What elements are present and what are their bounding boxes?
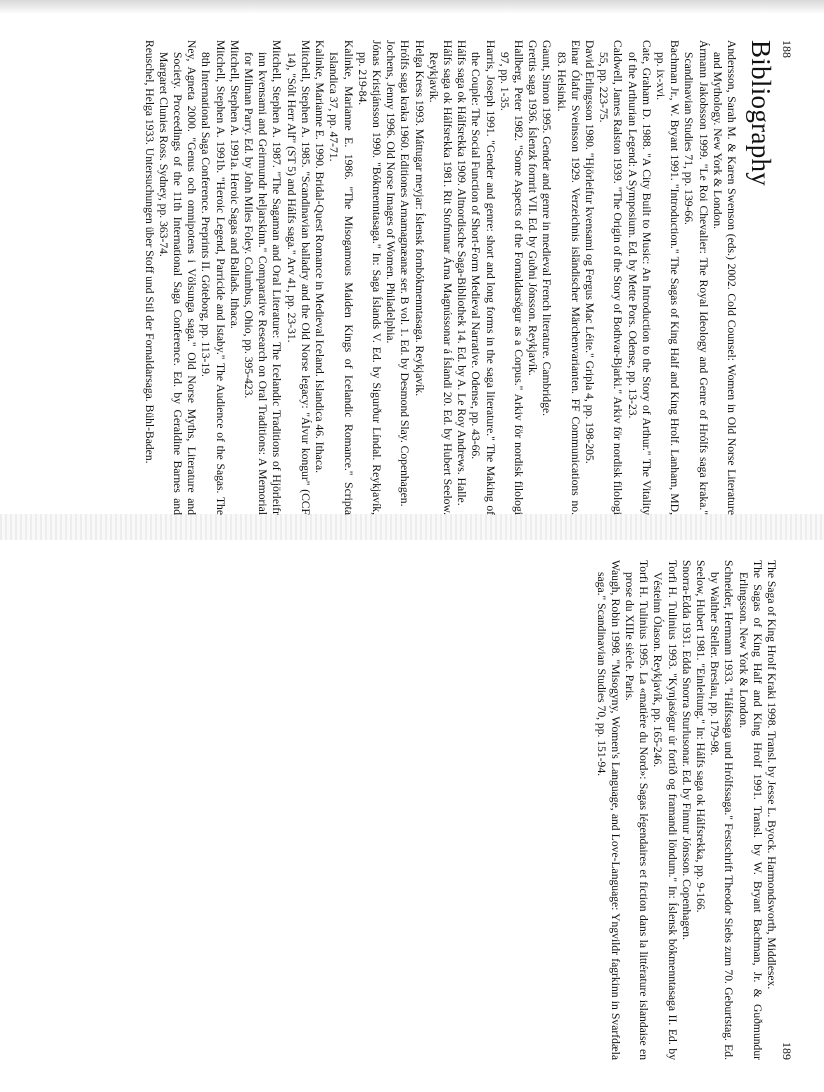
bibliography-entry: Cate, Graham D. 1988. "A City Built to Music: An Introduction to the Story of Arthur." The Vitality of the Arthurian Legend: A Symposium. Ed. by Mette Pors. Odense, pp. 13-23.: [625, 40, 653, 515]
bibliography-entry: Mitchell, Stephen A. 1991a. Heroic Sagas and Ballads. Ithaca.: [227, 40, 241, 329]
bibliography-entry: Ney, Agneta 2000. "Genus och omnipotens i Völsunga saga." Old Norse Myths, Literature and Society. Proceedings of the 11th International Saga Conference. Ed. by Geraldine Barnes and Margaret Clunies Ross. Sydney, pp. 363-74.: [156, 40, 199, 515]
bibliography-entry: Kalinke, Marianne E. 1986. "The Misogamous Maiden Kings of Icelandic Romance." Scripta Islandica 37, pp. 47-71.: [327, 40, 355, 515]
bibliography-list: [593, 560, 778, 1060]
scan-gutter-band: [0, 514, 824, 540]
bibliography-entry: Mitchell, Stephen A. 1991b. "Heroic Legend, Parricide and Istaby." The Audience of the Sagas. The 8th International Saga Conference. Preprints II. Göteborg, pp. 113-19.: [199, 40, 227, 515]
bibliography-entry: Caldwell, James Ralston 1939. "The Origin of the Story of Bothvar-Bjarki." Arkiv för nordisk filologi 55, pp. 223-75.: [597, 40, 625, 515]
bibliography-entry: Mitchell, Stephen A. 1987. "The Sagaman and Oral Literature: The Icelandic Traditions of Hjörleifr inn kvensami and Geirmundr heljarskinn." Comparative Research on Oral Traditions: A Memorial for Milman Parry. Ed. by John Miles Foley. Columbus, Ohio, pp. 395-423.: [242, 40, 284, 515]
bibliography-entry: Helga Kress 1993. Máttugar meyjar: Íslensk fornbókmenntasaga. Reykjavík.: [412, 40, 426, 397]
bibliography-list: [141, 40, 738, 515]
bibliography-entry: Bachman Jr., W. Bryant 1991. "Introduction." The Sagas of King Half and King Hrolf. Lanham, MD, pp. ix-xvi.: [653, 40, 682, 515]
bibliography-entry: Torfi H. Tulinius 1993. "Kynjasögur úr fortíð og framandi löndum." In: Íslensk bókmenntasaga II. Ed. by Vésteinn Ólason. Reykjavík, pp. 165-246.: [651, 560, 679, 1060]
scan-edge-shadow: [0, 0, 824, 14]
page-number: 188: [780, 40, 794, 58]
bibliography-entry: David Erlingsson 1980. "Hjörleifur kvensami og Fergus Mac Léite." Gripla 4, pp. 198-205.: [582, 40, 596, 464]
bibliography-entry: Harris, Joseph 1991. "Gender and genre: short and long forms in the saga literature." The Making of the Couple: The Social Function of Short-Form Medieval Narrative. Odense, pp. 43-66.: [469, 40, 497, 515]
page-title: Bibliography: [746, 40, 776, 187]
bibliography-entry: Seelow, Hubert 1981. "Einleitung." In: Hálfs saga ok Hálfsrekka, pp. 9-166.: [693, 560, 707, 913]
bibliography-entry: Jónas Kristjánsson 1990. "Bókmenntasaga." In: Saga Íslands V. Ed. by Sigurður Líndal. Reykjavík, pp. 219-84.: [355, 40, 383, 515]
bibliography-entry: Hrólfs saga kraka 1960. Editiones Arnamagnæanæ ser. B vol. 1. Ed. by Desmond Slay. Copenhagen.: [398, 40, 412, 507]
bibliography-entry: Reuschel, Helga 1933. Untersuchungen über Stoff und Stil der Fornaldarsaga. Bühl-Baden.: [142, 40, 156, 464]
bibliography-entry: Gaunt, Simon 1995. Gender and genre in medieval French literature. Cambridge.: [540, 40, 554, 417]
bibliography-entry: Jochens, Jenny 1996. Old Norse Images of Women. Philadelphia.: [384, 40, 398, 344]
bibliography-entry: Ármann Jakobsson 1999. "Le Roi Chevalier: The Royal Ideology and Genre of Hrólfs saga kraka." Scandinavian Studies 71, pp. 139-66.: [682, 40, 710, 515]
bibliography-entry: Andersson, Sarah M. & Karen Swenson (eds.) 2002. Cold Counsel: Women in Old Norse Literature and Mythology. New York & London.: [710, 40, 738, 515]
bibliography-entry: Hallberg, Peter 1982. "Some Aspects of the Fornaldarsögur as a Corpus." Arkiv för nordisk filologi 97, pp. 1-35.: [497, 40, 525, 515]
bibliography-entry: The Saga of King Hrolf Kraki 1998. Transl. by Jesse L. Byock. Harmondsworth, Middlesex.: [765, 560, 778, 990]
bibliography-entry: Hálfs saga ok Hálfsrekka 1909. Altnordische Saga-Bibliothek 14. Ed. by A. Le Roy Andrews. Halle.: [455, 40, 469, 506]
bibliography-entry: Grettis saga 1936. Íslenzk fornrit VII. Ed. by Guðni Jónsson. Reykjavík.: [526, 40, 540, 376]
bibliography-entry: Schneider, Hermann 1933. "Hálfssaga und Hrólfssaga." Festschrift Theodor Siebs zum 70. Geburtstag. Ed. by Walther Steller. Breslau, pp. 179-98.: [708, 560, 736, 1060]
left-page: [80, 40, 800, 515]
right-page: [80, 560, 800, 1060]
bibliography-entry: Torfi H. Tulinius 1995. La «matière du Nord»: Sagas légendaires et fiction dans la littérature islandaise en prose du XIIIe siècle. Paris.: [622, 560, 651, 1060]
bibliography-entry: Hálfs saga ok Hálfsrekka 1981. Rit Stofnunar Árna Magnússonar á Íslandi 20. Ed. by Hubert Seelow. Reykjavík.: [426, 40, 454, 515]
bibliography-entry: The Sagas of King Half and King Hrolf 1991. Transl. by W. Bryant Bachman, Jr. & Guðmundur Erlingsson. New York & London.: [736, 560, 764, 1060]
bibliography-entry: Waugh, Robin 1998. "Misogyny, Women's Language, and Love-Language: Yngvildr fagrkinn in Svarfdæla saga." Scandinavian Studies 70, pp. 151-94.: [594, 560, 622, 1060]
bibliography-entry: Mitchell, Stephen A. 1985. "Scandinavian balladry and the Old Norse legacy: "Álvur kongur" (CCF 14), "Sólt Herr Alf" (ST 5) and Hálfs saga." Arv 41, pp. 23-31.: [284, 40, 312, 515]
bibliography-entry: Einar Ólafur Sveinsson 1929. Verzeichnis isländischer Märchenvarianten. FF Communications no. 83. Helsinki.: [554, 40, 582, 515]
bibliography-entry: Snorra-Edda 1931. Edda Snorra Sturlusonar. Ed. by Finnur Jónsson. Copenhagen.: [679, 560, 693, 940]
bibliography-entry: Kalinke, Marianne E. 1990. Bridal-Quest Romance in Medieval Iceland. Islandica 46. Ithaca.: [313, 40, 327, 474]
page-number: 189: [780, 1042, 794, 1060]
